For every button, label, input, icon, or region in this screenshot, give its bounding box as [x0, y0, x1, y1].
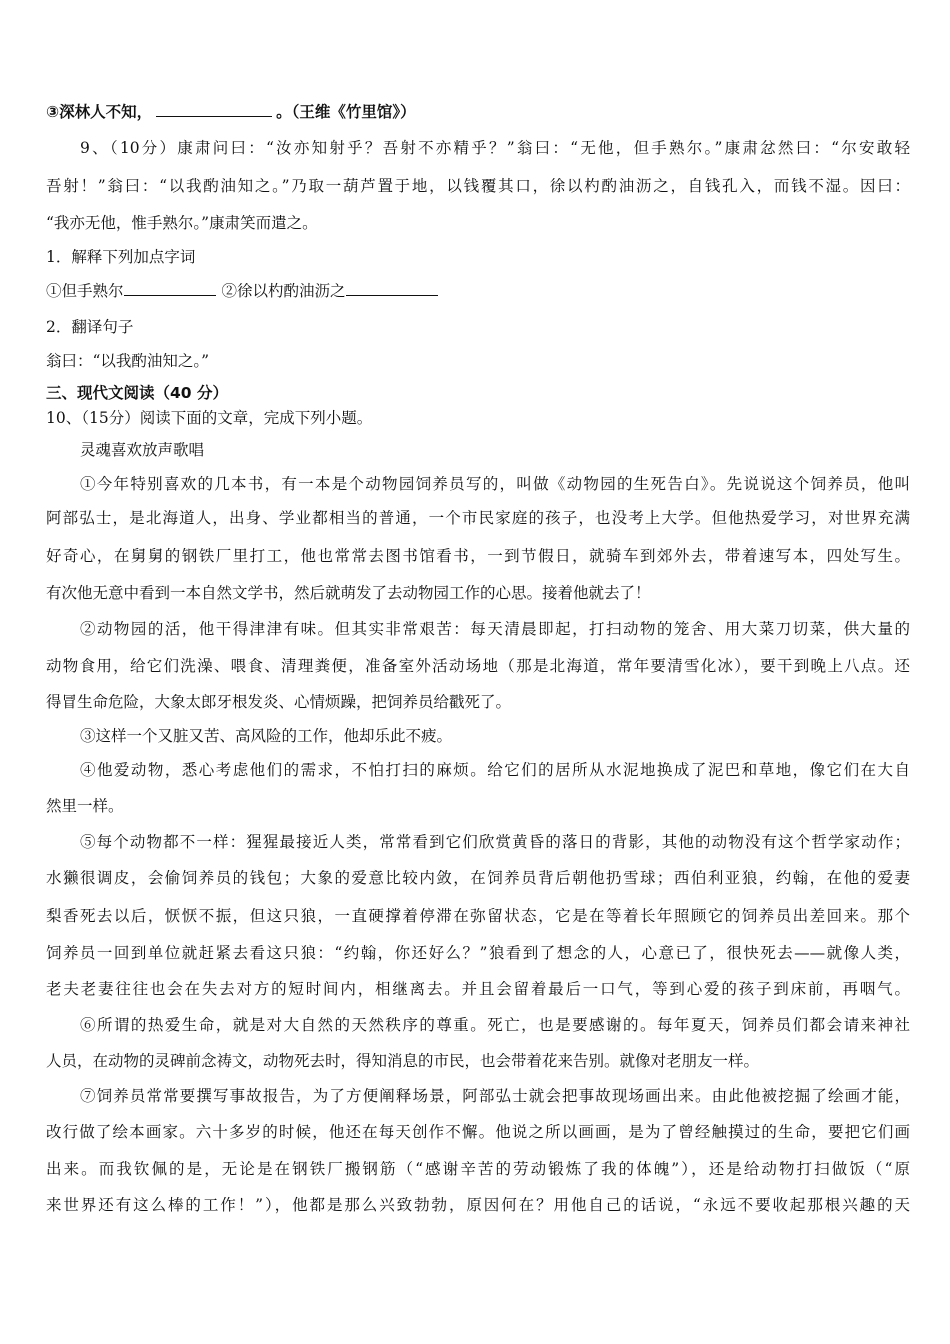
answer-blank[interactable]	[156, 102, 272, 117]
answer-blank[interactable]	[346, 281, 438, 296]
article-line: 然里一样。	[46, 797, 124, 815]
article-line: 老夫老妻往往也会在失去对方的短时间内，相继离去。并且会留着最后一口气，等到心爱的孩子到床前，再咽气。	[46, 980, 910, 998]
answer-blank[interactable]	[124, 281, 216, 296]
article-line: ②动物园的活，他干得津津有味。但其实非常艰苦：每天清晨即起，打扫动物的笼舍、用大菜刀切菜，供大量的	[80, 620, 910, 638]
article-line: ⑥所谓的热爱生命，就是对大自然的天然秩序的尊重。死亡，也是要感谢的。每年夏天，饲养员们都会请来神社	[80, 1016, 910, 1034]
article-line: 饲养员一回到单位就赶紧去看这只狼：“约翰，你还好么？”狼看到了想念的人，心意已了，很快死去——就像人类，	[46, 944, 910, 962]
article-line: ⑦饲养员常常要撰写事故报告，为了方便阐释场景，阿部弘士就会把事故现场画出来。由此他被挖掘了绘画才能，	[80, 1087, 910, 1105]
article-line: 出来。而我钦佩的是，无论是在钢铁厂搬钢筋（“感谢辛苦的劳动锻炼了我的体魄”），还是给动物打扫做饭（“原	[46, 1160, 910, 1178]
article-line: 得冒生命危险，大象太郎牙根发炎、心情烦躁，把饲养员给戳死了。	[46, 693, 512, 711]
article-line: ④他爱动物，悉心考虑他们的需求，不怕打扫的麻烦。给它们的居所从水泥地换成了泥巴和草地，像它们在大自	[80, 761, 910, 779]
article-line: ⑤每个动物都不一样：猩猩最接近人类，常常看到它们欣赏黄昏的落日的背影，其他的动物没有这个哲学家动作；	[80, 833, 910, 851]
article-line: 人员，在动物的灵碑前念祷文，动物死去时，得知消息的市民，也会带着花来告别。就像对老朋友一样。	[46, 1052, 760, 1070]
article-line: ③这样一个又脏又苦、高风险的工作，他却乐此不疲。	[80, 727, 453, 745]
poem-fill-line	[46, 102, 910, 122]
q9-line-1: 9、（10分）康肃问曰：“汝亦知射乎？吾射不亦精乎？”翁曰：“无他，但手熟尔。”康肃忿然曰：“尔安敢轻	[80, 139, 910, 157]
article-line: 有次他无意中看到一本自然文学书，然后就萌发了去动物园工作的心思。接着他就去了！	[46, 584, 651, 602]
poem-fill-suffix: 。（王维《竹里馆》）	[276, 103, 416, 121]
q9-sub2-title: 2．翻译句子	[46, 318, 134, 336]
article-line: 动物食用，给它们洗澡、喂食、清理粪便，准备室外活动场地（那是北海道，常年要清雪化冰），要干到晚上八点。还	[46, 657, 910, 675]
q9-sub1-item1: ①但手熟尔	[46, 282, 124, 300]
article-line: ①今年特别喜欢的几本书，有一本是个动物园饲养员写的，叫做《动物园的生死告白》。先说说这个饲养员，他叫	[80, 475, 910, 493]
article-title: 灵魂喜欢放声歌唱	[80, 441, 205, 459]
article-line: 来世界还有这么棒的工作！”），他都是那么兴致勃勃，原因何在？用他自己的话说，“永远不要收起那根兴趣的天	[46, 1196, 910, 1214]
q9-line-2: 吾射！”翁曰：“以我酌油知之。”乃取一葫芦置于地，以钱覆其口，徐以杓酌油沥之，自钱孔入，而钱不湿。因曰：	[46, 177, 910, 195]
article-line: 阿部弘士，是北海道人，出身、学业都相当的普通，一个市民家庭的孩子，也没考上大学。但他热爱学习，对世界充满	[46, 509, 910, 527]
section-heading: 三、现代文阅读（40 分）	[46, 384, 228, 402]
q9-sub1-title: 1．解释下列加点字词	[46, 248, 196, 266]
q9-sub1-items	[46, 281, 910, 301]
poem-fill-prefix: ③深林人不知，	[46, 103, 153, 121]
q9-line-3: “我亦无他，惟手熟尔。”康肃笑而遣之。	[46, 214, 318, 232]
article-line: 改行做了绘本画家。六十多岁的时候，他还在每天创作不懈。他说之所以画画，是为了曾经触摸过的生命，要把它们画	[46, 1123, 910, 1141]
q9-sub2-sentence: 翁曰：“以我酌油知之。”	[46, 352, 210, 370]
q9-sub1-item2: ②徐以杓酌油沥之	[221, 282, 346, 300]
article-line: 水獭很调皮，会偷饲养员的钱包；大象的爱意比较内敛，在饲养员背后朝他扔雪球；西伯利亚狼，约翰，在他的爱妻	[46, 869, 910, 887]
q10-intro: 10、（15分）阅读下面的文章，完成下列小题。	[46, 409, 373, 427]
article-line: 好奇心，在舅舅的钢铁厂里打工，他也常常去图书馆看书，一到节假日，就骑车到郊外去，带着速写本，四处写生。	[46, 547, 910, 565]
article-line: 梨香死去以后，恹恹不振，但这只狼，一直硬撑着停滞在弥留状态，它是在等着长年照顾它的饲养员出差回来。那个	[46, 907, 910, 925]
